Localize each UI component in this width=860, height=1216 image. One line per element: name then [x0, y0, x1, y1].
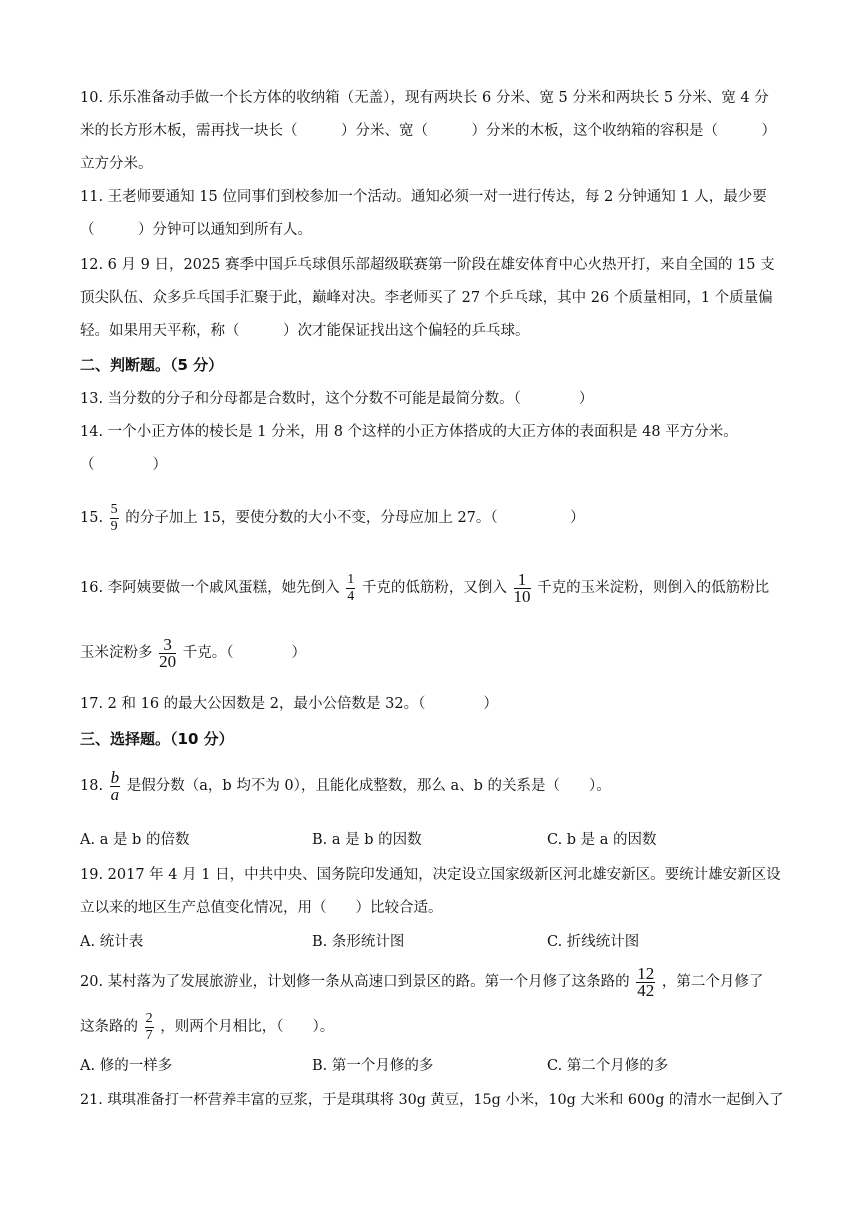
q20-fraction-2-numerator: 2 [145, 1010, 153, 1026]
q15-numerator: 5 [110, 501, 118, 517]
q18-number: 18. [80, 778, 104, 794]
q16-text-a: 16. 李阿姨要做一个戚风蛋糕，她先倒入 [80, 580, 340, 596]
q12-line-2: 顶尖队伍、众多乒乓国手汇聚于此，巅峰对决。李老师买了 27 个乒乓球，其中 26 个质量相同，1 个质量偏 [80, 290, 773, 306]
q16-fraction-3 [159, 634, 177, 671]
q14-line-2: （ ） [80, 457, 167, 473]
q20-text-c: 这条路的 [80, 1019, 138, 1035]
q19-option-c[interactable]: C. 折线统计图 [547, 934, 640, 950]
q16-text-b: 千克的低筋粉，又倒入 [361, 580, 507, 596]
q12-line-1: 12. 6 月 9 日，2025 赛季中国乒乓球俱乐部超级联赛第一阶段在雄安体育中心火热开打，来自全国的 15 支 [80, 257, 775, 273]
q15-number: 15. [80, 510, 104, 526]
q10-line-1: 10. 乐乐准备动手做一个长方体的收纳箱（无盖），现有两块长 6 分米、宽 5 分米和两块长 5 分米、宽 4 分 [80, 90, 769, 106]
q16-fraction-1-denominator: 4 [347, 588, 355, 604]
q16-fraction-1-numerator: 1 [347, 571, 355, 587]
q18-option-c[interactable]: C. b 是 a 的因数 [547, 832, 657, 848]
q11-line-1: 11. 王老师要通知 15 位同事们到校参加一个活动。通知必须一对一进行传达，每 2 分钟通知 1 人，最少要 [80, 189, 767, 205]
q20-fraction-2 [145, 1011, 154, 1044]
q15-line [80, 496, 585, 540]
q16-fraction-3-denominator: 20 [159, 651, 177, 671]
q20-fraction-1-numerator: 12 [637, 963, 655, 983]
q18-fraction [110, 767, 121, 804]
q18-numerator: b [110, 767, 120, 787]
q16-fraction-2 [513, 569, 531, 606]
q16-text-c: 千克的玉米淀粉，则倒入的低筋粉比 [537, 580, 770, 596]
section-heading-choice: 三、选择题。（10 分） [80, 730, 234, 748]
q20-text-b: ，第二个月修了 [661, 974, 764, 990]
q20-option-c[interactable]: C. 第二个月修的多 [547, 1058, 669, 1074]
q14-line-1: 14. 一个小正方体的棱长是 1 分米，用 8 个这样的小正方体搭成的大正方体的表面积是 48 平方分米。 [80, 424, 738, 440]
q19-option-a[interactable]: A. 统计表 [80, 934, 144, 950]
q15-denominator: 9 [110, 518, 118, 534]
q20-line-1 [80, 960, 763, 1004]
q21-line-1: 21. 琪琪准备打一杯营养丰富的豆浆，于是琪琪将 30g 黄豆，15g 小米，10g 大米和 600g 的清水一起倒入了 [80, 1092, 784, 1108]
q18-option-a[interactable]: A. a 是 b 的倍数 [80, 832, 190, 848]
q16-text-e: 千克。（ ） [182, 645, 306, 661]
q20-fraction-2-denominator: 7 [145, 1027, 153, 1043]
q10-line-2: 米的长方形木板，需再找一块长（ ）分米、宽（ ）分米的木板，这个收纳箱的容积是（ ） [80, 123, 776, 139]
q16-line-2 [80, 631, 306, 675]
q19-option-b[interactable]: B. 条形统计图 [312, 934, 405, 950]
q16-fraction-2-denominator: 10 [513, 586, 531, 606]
q18-line [80, 764, 611, 808]
q13-line: 13. 当分数的分子和分母都是合数时，这个分数不可能是最简分数。（ ） [80, 391, 594, 407]
q16-fraction-3-numerator: 3 [159, 637, 176, 654]
q20-fraction-1-denominator: 42 [637, 980, 655, 1000]
q18-option-b[interactable]: B. a 是 b 的因数 [312, 832, 422, 848]
q12-line-3: 轻。如果用天平称，称（ ）次才能保证找出这个偏轻的乒乓球。 [80, 323, 530, 339]
q15-fraction [110, 502, 119, 535]
q18-text: 是假分数（a，b 均不为 0），且能化成整数，那么 a、b 的关系是（ ）。 [126, 778, 611, 794]
q20-fraction-1 [636, 963, 655, 1000]
q20-option-b[interactable]: B. 第一个月修的多 [312, 1058, 434, 1074]
q20-option-a[interactable]: A. 修的一样多 [80, 1058, 173, 1074]
q11-line-2: （ ）分钟可以通知到所有人。 [80, 222, 312, 238]
q19-line-1: 19. 2017 年 4 月 1 日，中共中央、国务院印发通知，决定设立国家级新区河北雄安新区。要统计雄安新区设 [80, 867, 781, 883]
section-heading-judgement: 二、判断题。（5 分） [80, 356, 224, 374]
q16-fraction-1 [346, 572, 355, 605]
q19-line-2: 立以来的地区生产总值变化情况，用（ ）比较合适。 [80, 900, 443, 916]
q20-text-d: ，则两个月相比，（ ）。 [160, 1019, 335, 1035]
q17-line: 17. 2 和 16 的最大公因数是 2，最小公倍数是 32。（ ） [80, 696, 498, 712]
q20-text-a: 20. 某村落为了发展旅游业，计划修一条从高速口到景区的路。第一个月修了这条路的 [80, 974, 630, 990]
q16-fraction-2-numerator: 1 [514, 572, 531, 589]
q10-line-3: 立方分米。 [80, 156, 153, 172]
q15-text: 的分子加上 15，要使分数的大小不变，分母应加上 27。（ ） [125, 510, 585, 526]
q18-denominator: a [110, 784, 120, 804]
q20-line-2 [80, 1005, 334, 1049]
q16-line-1 [80, 566, 769, 610]
q16-text-d: 玉米淀粉多 [80, 645, 153, 661]
